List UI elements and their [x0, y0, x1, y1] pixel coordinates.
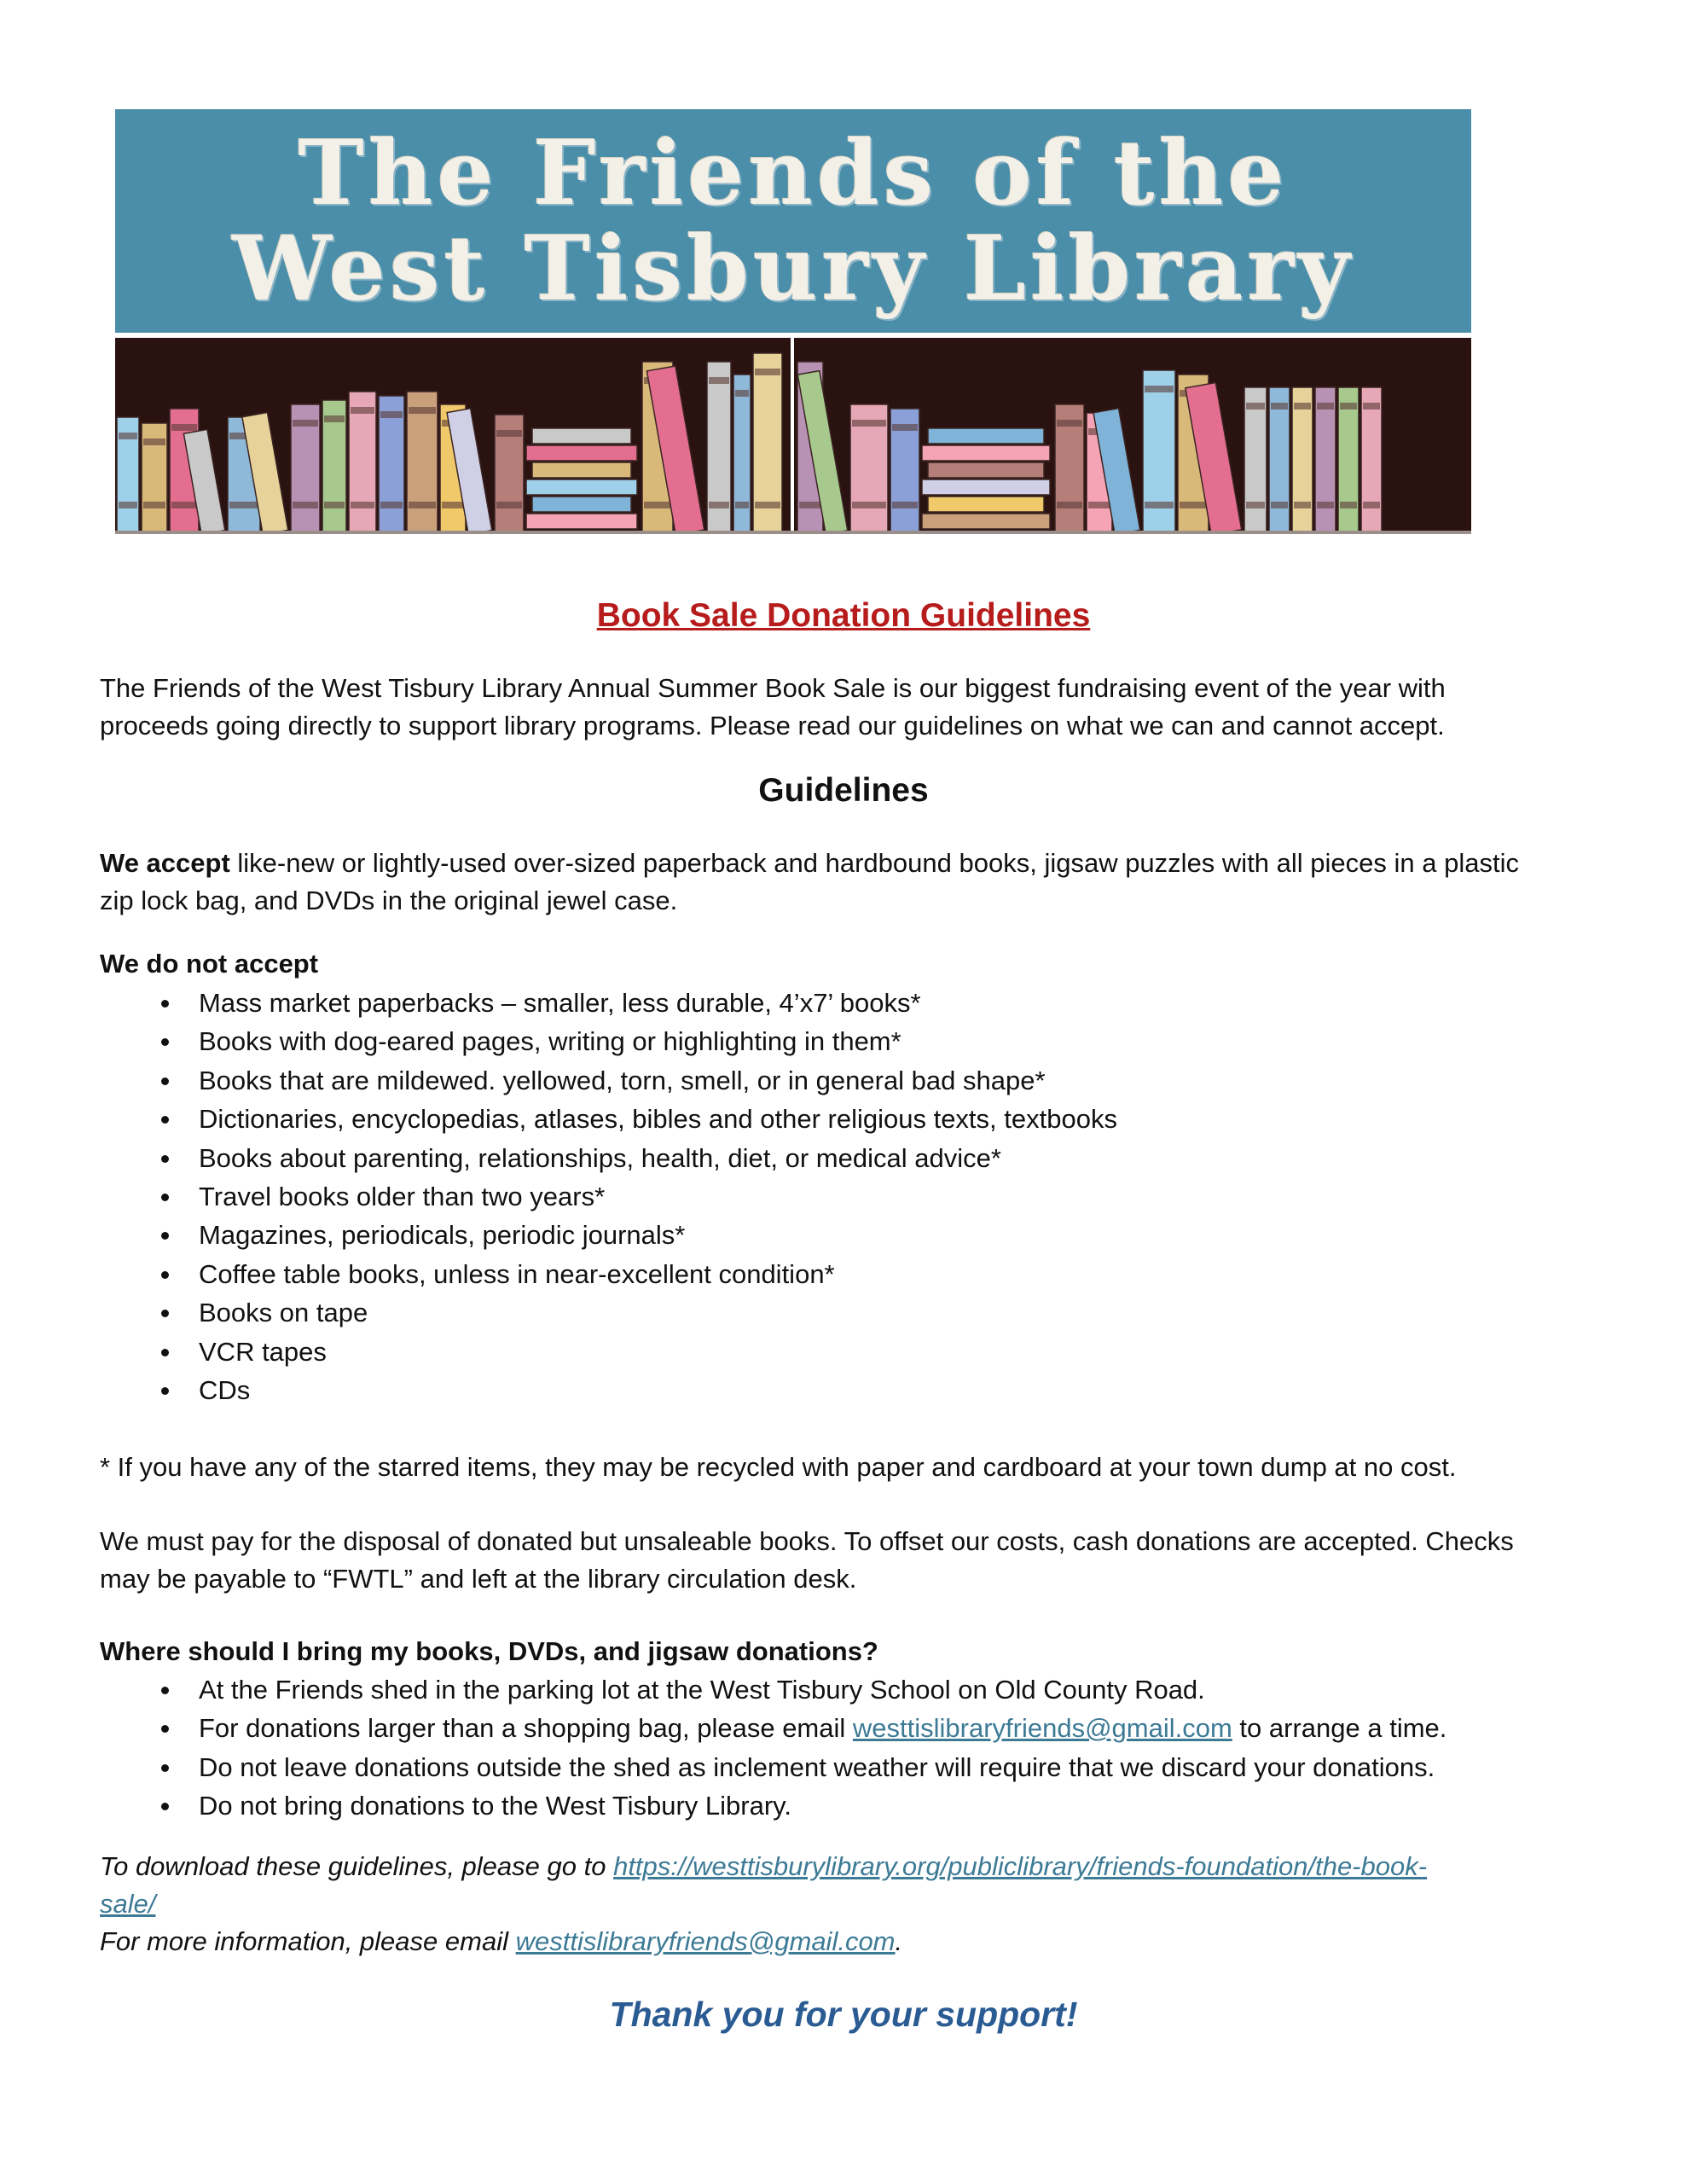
info-suffix: . [895, 1926, 903, 1956]
download-prefix: To download these guidelines, please go to [100, 1851, 614, 1881]
list-item [100, 1255, 1601, 1293]
not-accept-item: Travel books older than two years* [199, 1181, 606, 1211]
bullet-icon [161, 1232, 169, 1240]
thank-you-message: Thank you for your support! [609, 1995, 1078, 2034]
bullet-icon [161, 1077, 169, 1085]
where-list-wrap [100, 1670, 1601, 1826]
not-accept-item: Magazines, periodicals, periodic journals* [199, 1220, 686, 1251]
disposal-paragraph [100, 1523, 1601, 1598]
intro-paragraph [100, 670, 1601, 745]
list-item [100, 1177, 1601, 1216]
banner-title-line2: West Tisbury Library [232, 216, 1354, 321]
not-accept-item: CDs [199, 1374, 251, 1405]
not-accept-item: Dictionaries, encyclopedias, atlases, bibles and other religious texts, textbooks [199, 1104, 1117, 1135]
bookshelf-floor [115, 531, 1471, 534]
disposal-line-2: may be payable to “FWTL” and left at the library circulation desk. [100, 1564, 857, 1594]
bullet-icon [161, 1310, 169, 1317]
bullet-icon [161, 1725, 169, 1733]
not-accept-item: Books that are mildewed. yellowed, torn, smell, or in general bad shape* [199, 1065, 1046, 1095]
bullet-icon [161, 1349, 169, 1356]
list-item [100, 1786, 1601, 1825]
not-accept-list [100, 984, 1601, 1409]
where-item-2-before: For donations larger than a shopping bag, please email [199, 1713, 853, 1744]
accept-line-1 [100, 845, 1601, 882]
intro-line-1: The Friends of the West Tisbury Library Annual Summer Book Sale is our biggest fundraising event of the year with [100, 673, 1446, 703]
list-item [100, 1670, 1601, 1709]
not-accept-label: We do not accept [100, 949, 319, 979]
accept-paragraph [100, 845, 1601, 920]
not-accept-list-wrap [100, 984, 1601, 1409]
where-item-3: Do not leave donations outside the shed as inclement weather will require that we discard your donations. [199, 1751, 1435, 1782]
list-item [100, 1709, 1601, 1747]
where-list [100, 1670, 1601, 1826]
list-item [100, 1100, 1601, 1138]
list-item [100, 1293, 1601, 1332]
not-accept-item: Books on tape [199, 1298, 368, 1328]
banner-title-line1: The Friends of the [298, 120, 1289, 225]
starred-note: * If you have any of the starred items, they may be recycled with paper and cardboard at your town dump at no cost. [100, 1452, 1457, 1482]
bullet-icon [161, 1687, 169, 1694]
bullet-icon [161, 1271, 169, 1279]
info-prefix: For more information, please email [100, 1926, 516, 1956]
list-item [100, 1061, 1601, 1100]
bullet-icon [161, 1155, 169, 1163]
bullet-icon [161, 1000, 169, 1008]
list-item [100, 1139, 1601, 1177]
email-link[interactable]: westtislibraryfriends@gmail.com [852, 1713, 1232, 1744]
bullet-icon [161, 1038, 169, 1046]
download-paragraph [100, 1848, 1601, 1960]
where-item-4: Do not bring donations to the West Tisbury Library. [199, 1791, 791, 1821]
intro-line-2: proceeds going directly to support library programs. Please read our guidelines on what we can and cannot accept. [100, 711, 1445, 741]
bullet-icon [161, 1764, 169, 1772]
download-line-1 [100, 1848, 1601, 1885]
list-item [100, 1022, 1601, 1060]
banner-logo [115, 109, 1471, 534]
where-question: Where should I bring my books, DVDs, and jigsaw donations? [100, 1636, 878, 1666]
info-email-link[interactable]: westtislibraryfriends@gmail.com [515, 1926, 896, 1956]
disposal-line-1: We must pay for the disposal of donated but unsaleable books. To offset our costs, cash donations are accepted. Checks [100, 1526, 1514, 1556]
banner-title-area [115, 109, 1471, 333]
guidelines-url-link-cont[interactable]: sale/ [100, 1889, 156, 1919]
list-item [100, 1748, 1601, 1786]
bullet-icon [161, 1194, 169, 1201]
guidelines-url-link[interactable]: https://westtisburylibrary.org/publiclibrary/friends-foundation/the-book- [613, 1851, 1428, 1881]
accept-text: like-new or lightly-used over-sized paperback and hardbound books, jigsaw puzzles with all pieces in a plastic [229, 848, 1519, 878]
not-accept-item: Books about parenting, relationships, health, diet, or medical advice* [199, 1142, 1001, 1173]
info-line [100, 1923, 1601, 1960]
not-accept-item: Coffee table books, unless in near-excellent condition* [199, 1258, 835, 1289]
list-item [100, 984, 1601, 1022]
accept-label: We accept [100, 848, 230, 878]
list-item [100, 1371, 1601, 1409]
bullet-icon [161, 1116, 169, 1124]
not-accept-item: Mass market paperbacks – smaller, less durable, 4’x7’ books* [199, 988, 921, 1018]
accept-line-2: zip lock bag, and DVDs in the original jewel case. [100, 886, 678, 915]
where-item-2-after: to arrange a time. [1232, 1713, 1447, 1744]
not-accept-item: Books with dog-eared pages, writing or highlighting in them* [199, 1026, 901, 1057]
not-accept-item: VCR tapes [199, 1336, 327, 1367]
where-item-1: At the Friends shed in the parking lot at the West Tisbury School on Old County Road. [199, 1675, 1205, 1705]
bookshelf-divider [791, 338, 794, 534]
list-item [100, 1333, 1601, 1371]
download-line-2 [100, 1885, 1601, 1923]
list-item [100, 1216, 1601, 1254]
page-heading: Book Sale Donation Guidelines [596, 597, 1091, 634]
bullet-icon [161, 1387, 169, 1395]
guidelines-title: Guidelines [758, 772, 929, 809]
bullet-icon [161, 1803, 169, 1810]
